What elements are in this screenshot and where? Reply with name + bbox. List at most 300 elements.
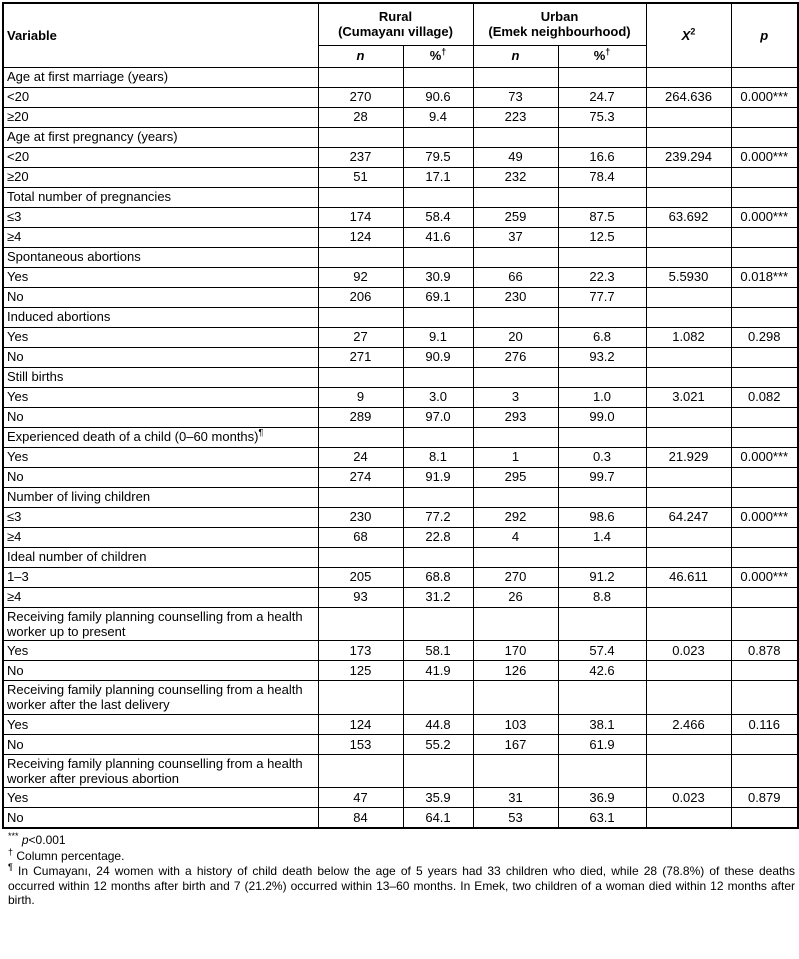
row-label bbox=[3, 267, 318, 287]
value-cell bbox=[403, 67, 473, 87]
row-label-text: No bbox=[7, 289, 24, 305]
value-cell: 205 bbox=[318, 567, 403, 587]
value-cell: 41.6 bbox=[403, 227, 473, 247]
value-cell: 1.4 bbox=[558, 527, 646, 547]
row-label bbox=[3, 187, 318, 207]
category-row bbox=[3, 681, 798, 715]
value-cell: 9.1 bbox=[403, 327, 473, 347]
value-cell bbox=[558, 307, 646, 327]
value-cell bbox=[731, 661, 798, 681]
category-row bbox=[3, 487, 798, 507]
value-cell: 66 bbox=[473, 267, 558, 287]
value-cell bbox=[731, 67, 798, 87]
value-cell: 0.3 bbox=[558, 447, 646, 467]
value-cell bbox=[403, 247, 473, 267]
value-cell: 41.9 bbox=[403, 661, 473, 681]
value-cell bbox=[473, 67, 558, 87]
value-cell bbox=[731, 754, 798, 788]
value-cell: 36.9 bbox=[558, 788, 646, 808]
row-label-text: No bbox=[7, 810, 24, 826]
row-label bbox=[3, 547, 318, 567]
row-label-text: No bbox=[7, 349, 24, 365]
value-cell: 24.7 bbox=[558, 87, 646, 107]
row-label bbox=[3, 67, 318, 87]
row-label-text: ≤3 bbox=[7, 209, 22, 225]
data-row bbox=[3, 87, 798, 107]
value-cell bbox=[646, 754, 731, 788]
value-cell bbox=[318, 67, 403, 87]
value-cell bbox=[558, 67, 646, 87]
significance-threshold: <0.001 bbox=[28, 832, 66, 847]
value-cell: 9.4 bbox=[403, 107, 473, 127]
value-cell: 16.6 bbox=[558, 147, 646, 167]
value-cell bbox=[558, 487, 646, 507]
value-cell: 271 bbox=[318, 347, 403, 367]
value-cell: 270 bbox=[318, 87, 403, 107]
footnote-child-death bbox=[8, 864, 795, 908]
value-cell: 17.1 bbox=[403, 167, 473, 187]
value-cell bbox=[318, 187, 403, 207]
value-cell bbox=[318, 307, 403, 327]
row-label-text: No bbox=[7, 662, 24, 678]
value-cell bbox=[558, 367, 646, 387]
value-cell bbox=[403, 487, 473, 507]
value-cell: 3.021 bbox=[646, 387, 731, 407]
value-cell: 31.2 bbox=[403, 587, 473, 607]
data-row bbox=[3, 587, 798, 607]
value-cell: 276 bbox=[473, 347, 558, 367]
category-row bbox=[3, 307, 798, 327]
value-cell: 30.9 bbox=[403, 267, 473, 287]
row-label bbox=[3, 207, 318, 227]
value-cell bbox=[731, 467, 798, 487]
row-label bbox=[3, 661, 318, 681]
value-cell: 3 bbox=[473, 387, 558, 407]
value-cell bbox=[403, 547, 473, 567]
value-cell bbox=[646, 587, 731, 607]
data-row bbox=[3, 267, 798, 287]
row-label bbox=[3, 447, 318, 467]
value-cell bbox=[731, 547, 798, 567]
value-cell bbox=[473, 127, 558, 147]
column-header-rural-n: n bbox=[318, 45, 403, 67]
row-label-text: Yes bbox=[7, 642, 29, 658]
value-cell: 93 bbox=[318, 587, 403, 607]
value-cell: 44.8 bbox=[403, 714, 473, 734]
value-cell bbox=[403, 127, 473, 147]
data-row bbox=[3, 167, 798, 187]
value-cell: 49 bbox=[473, 147, 558, 167]
column-group-rural bbox=[318, 3, 473, 45]
value-cell bbox=[731, 808, 798, 828]
value-cell: 78.4 bbox=[558, 167, 646, 187]
value-cell bbox=[318, 487, 403, 507]
value-cell: 63.1 bbox=[558, 808, 646, 828]
value-cell bbox=[318, 247, 403, 267]
dagger-marker: † bbox=[8, 846, 14, 857]
value-cell bbox=[646, 187, 731, 207]
value-cell bbox=[318, 367, 403, 387]
data-row bbox=[3, 527, 798, 547]
row-label-text: Number of living children bbox=[7, 489, 151, 505]
row-label-text: Yes bbox=[7, 269, 29, 285]
value-cell bbox=[646, 427, 731, 447]
row-label bbox=[3, 347, 318, 367]
footnote-significance bbox=[8, 830, 795, 848]
value-cell bbox=[558, 547, 646, 567]
row-label-text: Induced abortions bbox=[7, 309, 111, 325]
value-cell: 3.0 bbox=[403, 387, 473, 407]
value-cell: 51 bbox=[318, 167, 403, 187]
row-label bbox=[3, 247, 318, 267]
pilcrow-marker: ¶ bbox=[8, 862, 13, 873]
data-row bbox=[3, 447, 798, 467]
row-label-text: ≥4 bbox=[7, 589, 22, 605]
value-cell bbox=[318, 607, 403, 641]
value-cell bbox=[473, 187, 558, 207]
value-cell bbox=[731, 107, 798, 127]
value-cell bbox=[731, 607, 798, 641]
value-cell bbox=[558, 681, 646, 715]
value-cell: 79.5 bbox=[403, 147, 473, 167]
value-cell: 295 bbox=[473, 467, 558, 487]
row-label bbox=[3, 287, 318, 307]
value-cell: 103 bbox=[473, 714, 558, 734]
value-cell: 173 bbox=[318, 641, 403, 661]
row-label-text: ≥4 bbox=[7, 229, 22, 245]
comparison-table bbox=[2, 2, 799, 829]
value-cell: 87.5 bbox=[558, 207, 646, 227]
value-cell: 77.2 bbox=[403, 507, 473, 527]
row-label bbox=[3, 467, 318, 487]
column-header-p-value bbox=[731, 3, 798, 67]
row-label-text: Receiving family planning counselling from a health worker after previous abortion bbox=[7, 755, 303, 787]
value-cell bbox=[646, 681, 731, 715]
footnote-text: Column percentage. bbox=[16, 848, 125, 863]
value-cell bbox=[646, 367, 731, 387]
value-cell: 6.8 bbox=[558, 327, 646, 347]
row-label-text: ≥4 bbox=[7, 529, 22, 545]
value-cell: 35.9 bbox=[403, 788, 473, 808]
value-cell: 77.7 bbox=[558, 287, 646, 307]
row-label-text: Yes bbox=[7, 449, 29, 465]
value-cell: 63.692 bbox=[646, 207, 731, 227]
footnote-column-percentage bbox=[8, 846, 795, 864]
p-symbol: p bbox=[21, 832, 29, 847]
value-cell: 0.879 bbox=[731, 788, 798, 808]
value-cell: 91.2 bbox=[558, 567, 646, 587]
value-cell: 20 bbox=[473, 327, 558, 347]
data-row bbox=[3, 808, 798, 828]
data-row bbox=[3, 387, 798, 407]
row-label bbox=[3, 507, 318, 527]
value-cell: 73 bbox=[473, 87, 558, 107]
data-row bbox=[3, 287, 798, 307]
data-row bbox=[3, 788, 798, 808]
value-cell: 126 bbox=[473, 661, 558, 681]
value-cell: 91.9 bbox=[403, 467, 473, 487]
value-cell bbox=[558, 607, 646, 641]
row-label bbox=[3, 734, 318, 754]
value-cell: 0.023 bbox=[646, 641, 731, 661]
footnotes bbox=[2, 829, 797, 908]
row-label bbox=[3, 587, 318, 607]
value-cell bbox=[731, 227, 798, 247]
column-header-urban-percent: %† bbox=[558, 45, 646, 67]
value-cell: 1.0 bbox=[558, 387, 646, 407]
column-header-rural-percent: %† bbox=[403, 45, 473, 67]
value-cell bbox=[473, 367, 558, 387]
value-cell: 37 bbox=[473, 227, 558, 247]
data-row bbox=[3, 467, 798, 487]
row-label-text: 1–3 bbox=[7, 569, 29, 585]
value-cell bbox=[403, 307, 473, 327]
value-cell: 8.8 bbox=[558, 587, 646, 607]
row-label-text: Spontaneous abortions bbox=[7, 249, 141, 265]
value-cell: 1.082 bbox=[646, 327, 731, 347]
column-header-chi-square bbox=[646, 3, 731, 67]
value-cell: 97.0 bbox=[403, 407, 473, 427]
value-cell: 0.000*** bbox=[731, 207, 798, 227]
value-cell: 230 bbox=[318, 507, 403, 527]
column-header-urban-n: n bbox=[473, 45, 558, 67]
row-label bbox=[3, 387, 318, 407]
category-row bbox=[3, 247, 798, 267]
value-cell: 259 bbox=[473, 207, 558, 227]
row-label bbox=[3, 681, 318, 715]
value-cell bbox=[646, 607, 731, 641]
value-cell: 0.000*** bbox=[731, 447, 798, 467]
value-cell bbox=[403, 187, 473, 207]
urban-group-subtitle: (Emek neighbourhood) bbox=[488, 24, 631, 40]
value-cell bbox=[646, 527, 731, 547]
row-label bbox=[3, 307, 318, 327]
data-row bbox=[3, 507, 798, 527]
value-cell: 68.8 bbox=[403, 567, 473, 587]
value-cell: 58.1 bbox=[403, 641, 473, 661]
value-cell bbox=[731, 734, 798, 754]
value-cell bbox=[646, 661, 731, 681]
category-row bbox=[3, 187, 798, 207]
pilcrow-marker: ¶ bbox=[258, 428, 264, 438]
value-cell: 42.6 bbox=[558, 661, 646, 681]
value-cell: 170 bbox=[473, 641, 558, 661]
value-cell: 264.636 bbox=[646, 87, 731, 107]
value-cell: 31 bbox=[473, 788, 558, 808]
value-cell: 230 bbox=[473, 287, 558, 307]
value-cell: 1 bbox=[473, 447, 558, 467]
row-label bbox=[3, 487, 318, 507]
value-cell: 0.298 bbox=[731, 327, 798, 347]
row-label-text: Yes bbox=[7, 716, 29, 732]
row-label bbox=[3, 227, 318, 247]
value-cell: 0.000*** bbox=[731, 87, 798, 107]
value-cell bbox=[646, 487, 731, 507]
category-row bbox=[3, 127, 798, 147]
row-label bbox=[3, 788, 318, 808]
value-cell bbox=[473, 607, 558, 641]
value-cell bbox=[731, 127, 798, 147]
row-label bbox=[3, 607, 318, 641]
value-cell bbox=[318, 754, 403, 788]
value-cell: 124 bbox=[318, 714, 403, 734]
value-cell bbox=[646, 467, 731, 487]
value-cell: 99.7 bbox=[558, 467, 646, 487]
value-cell: 61.9 bbox=[558, 734, 646, 754]
chi-square-symbol: X bbox=[681, 27, 691, 43]
category-row bbox=[3, 547, 798, 567]
row-label-text: Receiving family planning counselling from a health worker after the last delivery bbox=[7, 682, 303, 713]
value-cell bbox=[403, 754, 473, 788]
value-cell bbox=[473, 681, 558, 715]
row-label-text: <20 bbox=[7, 149, 30, 165]
row-label bbox=[3, 527, 318, 547]
row-label bbox=[3, 714, 318, 734]
row-label bbox=[3, 167, 318, 187]
value-cell bbox=[646, 67, 731, 87]
data-row bbox=[3, 327, 798, 347]
value-cell bbox=[473, 547, 558, 567]
value-cell: 68 bbox=[318, 527, 403, 547]
value-cell bbox=[646, 734, 731, 754]
value-cell: 57.4 bbox=[558, 641, 646, 661]
data-row bbox=[3, 227, 798, 247]
value-cell bbox=[558, 427, 646, 447]
value-cell: 0.000*** bbox=[731, 567, 798, 587]
row-label bbox=[3, 327, 318, 347]
value-cell bbox=[646, 227, 731, 247]
row-label bbox=[3, 127, 318, 147]
value-cell bbox=[473, 487, 558, 507]
value-cell bbox=[646, 127, 731, 147]
row-label bbox=[3, 147, 318, 167]
value-cell bbox=[403, 427, 473, 447]
row-label bbox=[3, 367, 318, 387]
row-label-text: <20 bbox=[7, 89, 30, 105]
category-row bbox=[3, 427, 798, 447]
value-cell: 293 bbox=[473, 407, 558, 427]
value-cell: 90.9 bbox=[403, 347, 473, 367]
value-cell: 5.5930 bbox=[646, 267, 731, 287]
value-cell bbox=[558, 247, 646, 267]
value-cell bbox=[731, 527, 798, 547]
value-cell bbox=[318, 681, 403, 715]
row-label-text: Yes bbox=[7, 790, 29, 806]
row-label-text: Ideal number of children bbox=[7, 549, 147, 565]
value-cell bbox=[318, 427, 403, 447]
data-row bbox=[3, 107, 798, 127]
row-label bbox=[3, 87, 318, 107]
row-label-text: Receiving family planning counselling from a health worker up to present bbox=[7, 608, 303, 639]
value-cell bbox=[731, 287, 798, 307]
value-cell: 47 bbox=[318, 788, 403, 808]
value-cell: 8.1 bbox=[403, 447, 473, 467]
value-cell: 99.0 bbox=[558, 407, 646, 427]
value-cell bbox=[731, 247, 798, 267]
row-label bbox=[3, 407, 318, 427]
data-row bbox=[3, 734, 798, 754]
data-row bbox=[3, 714, 798, 734]
value-cell bbox=[558, 754, 646, 788]
value-cell bbox=[646, 167, 731, 187]
p-value-symbol: p bbox=[760, 27, 769, 43]
value-cell: 0.018*** bbox=[731, 267, 798, 287]
value-cell bbox=[473, 247, 558, 267]
value-cell: 167 bbox=[473, 734, 558, 754]
value-cell bbox=[558, 187, 646, 207]
value-cell bbox=[731, 367, 798, 387]
row-label bbox=[3, 107, 318, 127]
data-row bbox=[3, 207, 798, 227]
category-row bbox=[3, 607, 798, 641]
value-cell bbox=[731, 427, 798, 447]
value-cell: 124 bbox=[318, 227, 403, 247]
value-cell: 0.116 bbox=[731, 714, 798, 734]
value-cell: 206 bbox=[318, 287, 403, 307]
row-label-text: Age at first marriage (years) bbox=[7, 69, 169, 85]
value-cell: 223 bbox=[473, 107, 558, 127]
row-label-text: ≥20 bbox=[7, 169, 29, 185]
value-cell bbox=[473, 307, 558, 327]
data-row bbox=[3, 407, 798, 427]
table-header bbox=[3, 3, 798, 67]
value-cell bbox=[558, 127, 646, 147]
row-label-text: Yes bbox=[7, 389, 29, 405]
value-cell: 58.4 bbox=[403, 207, 473, 227]
value-cell: 174 bbox=[318, 207, 403, 227]
category-row bbox=[3, 367, 798, 387]
rural-group-title: Rural bbox=[378, 8, 413, 24]
value-cell bbox=[473, 754, 558, 788]
row-label-text: No bbox=[7, 736, 24, 752]
row-label-text: Age at first pregnancy (years) bbox=[7, 129, 178, 145]
value-cell bbox=[646, 347, 731, 367]
value-cell bbox=[731, 167, 798, 187]
value-cell: 90.6 bbox=[403, 87, 473, 107]
row-label-text: No bbox=[7, 469, 24, 485]
value-cell bbox=[731, 587, 798, 607]
value-cell: 28 bbox=[318, 107, 403, 127]
value-cell bbox=[731, 407, 798, 427]
value-cell bbox=[646, 247, 731, 267]
value-cell: 92 bbox=[318, 267, 403, 287]
value-cell bbox=[731, 347, 798, 367]
value-cell bbox=[646, 307, 731, 327]
data-row bbox=[3, 661, 798, 681]
value-cell: 24 bbox=[318, 447, 403, 467]
value-cell: 289 bbox=[318, 407, 403, 427]
category-row bbox=[3, 67, 798, 87]
header-row-groups bbox=[3, 3, 798, 45]
value-cell: 270 bbox=[473, 567, 558, 587]
value-cell: 84 bbox=[318, 808, 403, 828]
value-cell: 292 bbox=[473, 507, 558, 527]
value-cell bbox=[646, 107, 731, 127]
row-label-text: No bbox=[7, 409, 24, 425]
dagger-marker: † bbox=[605, 47, 611, 57]
value-cell: 237 bbox=[318, 147, 403, 167]
value-cell: 53 bbox=[473, 808, 558, 828]
column-group-urban bbox=[473, 3, 646, 45]
value-cell bbox=[473, 427, 558, 447]
row-label-text: Total number of pregnancies bbox=[7, 189, 172, 205]
footnote-text: In Cumayanı, 24 women with a history of child death below the age of 5 years had 33 children who died, while 28 (78.8%) of these deaths occurred within 12 months after birth and 7 (21.2%) occurred within 13–60 months. In Emek, two children of a woman died within 12 months after birth. bbox=[8, 864, 796, 908]
value-cell: 93.2 bbox=[558, 347, 646, 367]
value-cell bbox=[646, 547, 731, 567]
value-cell: 38.1 bbox=[558, 714, 646, 734]
value-cell: 153 bbox=[318, 734, 403, 754]
value-cell bbox=[318, 127, 403, 147]
